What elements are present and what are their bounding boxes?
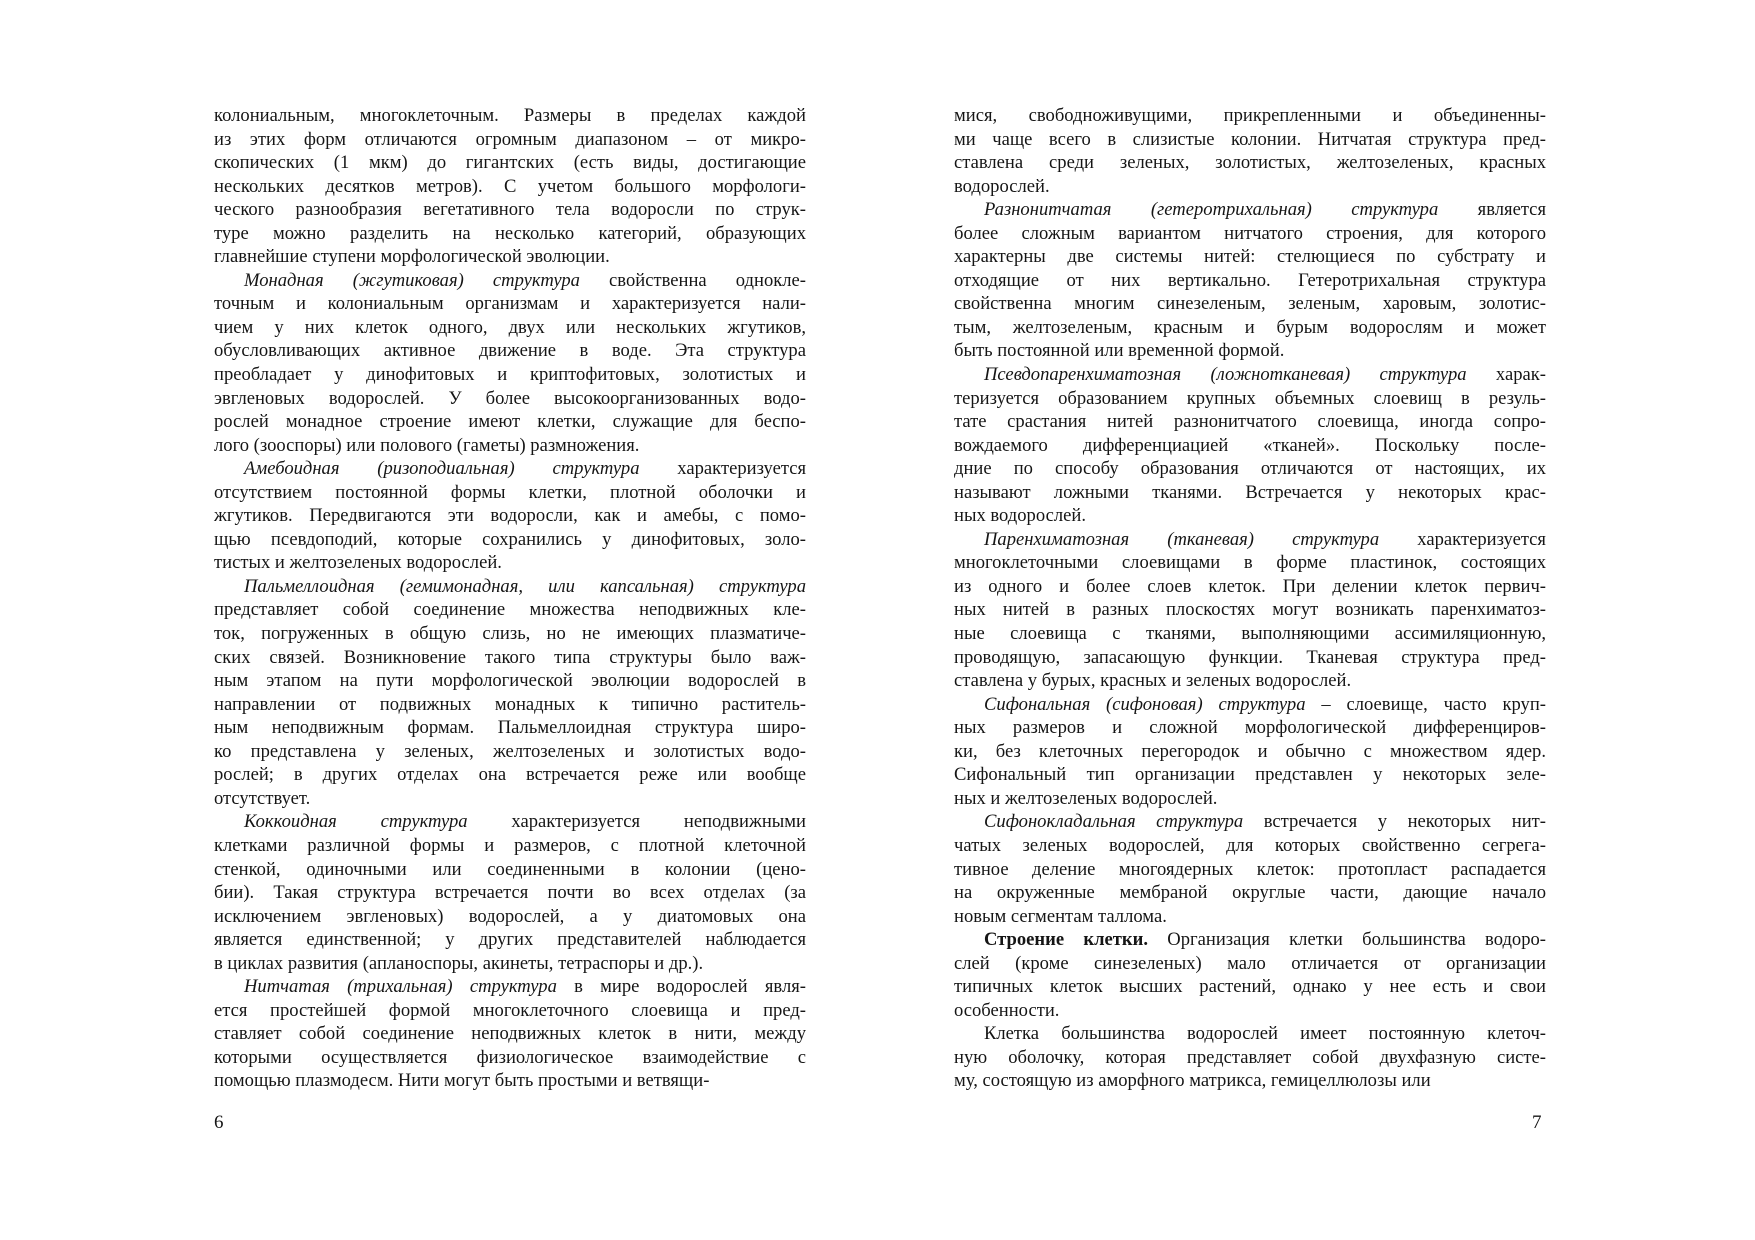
text-line bbox=[954, 975, 1546, 999]
line-text: вождаемого дифференциацией «тканей». Поскольку после- bbox=[954, 434, 1546, 456]
text-line bbox=[954, 269, 1546, 293]
line-text: отходящие от них вертикально. Гетеротрихальная структура bbox=[954, 269, 1546, 291]
line-text: слей (кроме синезеленых) мало отличается от организации bbox=[954, 952, 1546, 974]
text-line bbox=[954, 622, 1546, 646]
structure-term: Нитчатая (трихальная) структура bbox=[244, 976, 557, 998]
structure-term: Пальмеллоидная (гемимонадная, или капсальная) структура bbox=[244, 575, 806, 597]
structure-term: Сифонокладальная структура bbox=[984, 811, 1244, 833]
paragraph bbox=[954, 528, 1546, 693]
text-line bbox=[214, 669, 806, 693]
line-text: ных водорослей. bbox=[954, 505, 1086, 527]
text-line bbox=[214, 457, 806, 481]
text-line bbox=[214, 151, 806, 175]
text-line bbox=[954, 763, 1546, 787]
text-line bbox=[214, 622, 806, 646]
text-line bbox=[954, 999, 1546, 1023]
line-text: ные слоевища с тканями, выполняющими ассимиляционную, bbox=[954, 623, 1546, 645]
line-text: скопических (1 мкм) до гигантских (есть виды, достигающие bbox=[214, 152, 806, 174]
text-line bbox=[954, 222, 1546, 246]
line-text: Клетка большинства водорослей имеет постоянную клеточ- bbox=[984, 1023, 1546, 1045]
text-line bbox=[954, 504, 1546, 528]
line-text: называют ложными тканями. Встречается у некоторых крас- bbox=[954, 481, 1546, 503]
text-line bbox=[954, 292, 1546, 316]
line-text: преобладает у динофитовых и криптофитовых, золотистых и bbox=[214, 364, 806, 386]
text-line bbox=[954, 551, 1546, 575]
structure-term: Паренхиматозная (тканевая) структура bbox=[984, 528, 1380, 550]
line-text: ки, без клеточных перегородок и обычно с множеством ядер. bbox=[954, 740, 1546, 762]
text-line bbox=[214, 1069, 806, 1093]
text-line bbox=[214, 646, 806, 670]
line-text: дние по способу образования отличаются от настоящих, их bbox=[954, 458, 1546, 480]
line-text: тым, желтозеленым, красным и бурым водорослям и может bbox=[954, 316, 1546, 338]
text-line bbox=[214, 834, 806, 858]
text-line bbox=[214, 198, 806, 222]
line-text: ных размеров и сложной морфологической дифференциров- bbox=[954, 717, 1546, 739]
line-text: рослей монадное строение имеют клетки, служащие для беспо- bbox=[214, 411, 806, 433]
text-line bbox=[214, 881, 806, 905]
line-text: ставлена среди зеленых, золотистых, желтозеленых, красных bbox=[954, 152, 1546, 174]
line-text: особенности. bbox=[954, 999, 1060, 1021]
paragraph bbox=[954, 363, 1546, 528]
line-text: ным этапом на пути морфологической эволюции водорослей в bbox=[214, 670, 806, 692]
text-line bbox=[214, 410, 806, 434]
text-line bbox=[214, 575, 806, 599]
line-text: типичных клеток высших растений, однако у нее есть и свои bbox=[954, 976, 1546, 998]
line-text: харак- bbox=[1466, 364, 1547, 386]
text-line bbox=[954, 834, 1546, 858]
paragraph bbox=[214, 975, 806, 1093]
line-text: быть постоянной или временной формой. bbox=[954, 340, 1285, 362]
structure-term: Амебоидная (ризоподиальная) структура bbox=[244, 458, 640, 480]
text-line bbox=[954, 928, 1546, 952]
line-text: жгутиков. Передвигаются эти водоросли, как и амебы, с помо- bbox=[214, 505, 806, 527]
text-line bbox=[214, 551, 806, 575]
line-text: является bbox=[1438, 199, 1546, 221]
line-text: исключением эвгленовых) водорослей, а у диатомовых она bbox=[214, 905, 806, 927]
paragraph bbox=[954, 104, 1546, 198]
page-number-right: 7 bbox=[1532, 1112, 1542, 1133]
line-text: ную оболочку, которая представляет собой двухфазную систе- bbox=[954, 1046, 1546, 1068]
text-line bbox=[214, 316, 806, 340]
line-text: колониальным, многоклеточным. Размеры в пределах каждой bbox=[214, 105, 806, 126]
text-line bbox=[954, 387, 1546, 411]
line-text: в мире водорослей явля- bbox=[556, 976, 806, 998]
line-text: рослей; в других отделах она встречается реже или вообще bbox=[214, 764, 806, 786]
text-line bbox=[954, 434, 1546, 458]
text-line bbox=[954, 198, 1546, 222]
line-text: отсутствием постоянной формы клетки, плотной оболочки и bbox=[214, 481, 806, 503]
text-line bbox=[214, 810, 806, 834]
section-heading: Строение клетки. bbox=[984, 929, 1149, 951]
line-text: характеризуется bbox=[1379, 528, 1546, 550]
text-line bbox=[954, 128, 1546, 152]
text-line bbox=[214, 481, 806, 505]
text-line bbox=[214, 952, 806, 976]
paragraph bbox=[214, 810, 806, 975]
text-line bbox=[214, 292, 806, 316]
text-line bbox=[214, 387, 806, 411]
paragraph bbox=[214, 457, 806, 575]
text-line bbox=[954, 669, 1546, 693]
text-line bbox=[214, 905, 806, 929]
line-text: туре можно разделить на несколько категорий, образующих bbox=[214, 222, 806, 244]
line-text: ется простейшей формой многоклеточного слоевища и пред- bbox=[214, 999, 806, 1021]
text-line bbox=[214, 999, 806, 1023]
line-text: из этих форм отличаются огромным диапазоном – от микро- bbox=[214, 128, 806, 150]
line-text: ных и желтозеленых водорослей. bbox=[954, 787, 1218, 809]
text-line bbox=[954, 1022, 1546, 1046]
line-text: свойственна многим синезеленым, зеленым, харовым, золотис- bbox=[954, 293, 1546, 315]
line-text: ным неподвижным формам. Пальмеллоидная структура широ- bbox=[214, 717, 806, 739]
text-line bbox=[954, 104, 1546, 128]
paragraph bbox=[214, 104, 806, 269]
line-text: характерны две системы нитей: стелющиеся по субстрату и bbox=[954, 246, 1546, 268]
line-text: Сифональный тип организации представлен у некоторых зеле- bbox=[954, 764, 1546, 786]
text-line bbox=[954, 410, 1546, 434]
line-text: – слоевище, часто круп- bbox=[1305, 693, 1546, 715]
text-line bbox=[954, 810, 1546, 834]
line-text: является единственной; у других представителей наблюдается bbox=[214, 929, 806, 951]
text-line bbox=[214, 175, 806, 199]
paragraph bbox=[954, 198, 1546, 363]
text-line bbox=[954, 339, 1546, 363]
paragraph bbox=[214, 575, 806, 810]
text-line bbox=[954, 528, 1546, 552]
text-line bbox=[214, 858, 806, 882]
text-line bbox=[214, 245, 806, 269]
line-text: в циклах развития (апланоспоры, акинеты, тетраспоры и др.). bbox=[214, 952, 704, 974]
text-line bbox=[954, 598, 1546, 622]
line-text: ных нитей в разных плоскостях могут возникать паренхиматоз- bbox=[954, 599, 1546, 621]
line-text: стенкой, одиночными или соединенными в колонии (цено- bbox=[214, 858, 806, 880]
line-text: тистых и желтозеленых водорослей. bbox=[214, 552, 502, 574]
line-text: ставлена у бурых, красных и зеленых водорослей. bbox=[954, 670, 1352, 692]
paragraph bbox=[954, 693, 1546, 811]
paragraph bbox=[954, 928, 1546, 1022]
text-line bbox=[214, 787, 806, 811]
structure-term: Монадная (жгутиковая) структура bbox=[244, 269, 580, 291]
line-text: свойственна однокле- bbox=[579, 269, 806, 291]
text-line bbox=[954, 481, 1546, 505]
line-text: более сложным вариантом нитчатого строения, для которого bbox=[954, 222, 1546, 244]
line-text: Организация клетки большинства водоро- bbox=[1148, 929, 1547, 951]
line-text: теризуется образованием крупных объемных слоевищ в резуль- bbox=[954, 387, 1546, 409]
line-text: многоклеточными слоевищами в форме пластинок, состоящих bbox=[954, 552, 1546, 574]
text-line bbox=[954, 881, 1546, 905]
line-text: которыми осуществляется физиологическое взаимодействие с bbox=[214, 1046, 806, 1068]
line-text: мися, свободноживущими, прикрепленными и объединенны- bbox=[954, 105, 1546, 126]
text-line bbox=[954, 151, 1546, 175]
structure-term: Сифональная (сифоновая) структура bbox=[984, 693, 1306, 715]
text-line bbox=[214, 104, 806, 128]
line-text: помощью плазмодесм. Нити могут быть простыми и ветвящи- bbox=[214, 1070, 710, 1092]
line-text: характеризуется неподвижными bbox=[467, 811, 806, 833]
line-text: ми чаще всего в слизистые колонии. Нитчатая структура пред- bbox=[954, 128, 1546, 150]
line-text: представляет собой соединение множества неподвижных кле- bbox=[214, 599, 806, 621]
text-line bbox=[214, 763, 806, 787]
text-line bbox=[214, 528, 806, 552]
line-text: ток, погруженных в общую слизь, но не имеющих плазматиче- bbox=[214, 623, 806, 645]
text-line bbox=[954, 316, 1546, 340]
text-line bbox=[214, 928, 806, 952]
line-text: точным и колониальным организмам и характеризуется нали- bbox=[214, 293, 806, 315]
paragraph bbox=[954, 1022, 1546, 1093]
line-text: нескольких десятков метров). С учетом большого морфологи- bbox=[214, 175, 806, 197]
text-line bbox=[214, 740, 806, 764]
line-text: направлении от подвижных монадных к типично раститель- bbox=[214, 693, 806, 715]
structure-term: Псевдопаренхиматозная (ложнотканевая) структура bbox=[984, 364, 1467, 386]
text-line bbox=[214, 716, 806, 740]
text-line bbox=[954, 1069, 1546, 1093]
line-text: проводящую, запасающую функции. Тканевая структура пред- bbox=[954, 646, 1546, 668]
line-text: му, состоящую из аморфного матрикса, гемицеллюлозы или bbox=[954, 1070, 1431, 1092]
page-number-left: 6 bbox=[214, 1112, 224, 1133]
line-text: из одного и более слоев клеток. При делении клеток первич- bbox=[954, 575, 1546, 597]
text-line bbox=[954, 245, 1546, 269]
line-text: на окруженные мембраной округлые части, дающие начало bbox=[954, 882, 1546, 904]
text-line bbox=[954, 1046, 1546, 1070]
line-text: новым сегментам таллома. bbox=[954, 905, 1167, 927]
line-text: тивное деление многоядерных клеток: протопласт распадается bbox=[954, 858, 1546, 880]
line-text: чием у них клеток одного, двух или нескольких жгутиков, bbox=[214, 316, 806, 338]
text-line bbox=[954, 952, 1546, 976]
text-line bbox=[954, 740, 1546, 764]
text-line bbox=[954, 787, 1546, 811]
line-text: обусловливающих активное движение в воде. Эта структура bbox=[214, 340, 806, 362]
left-page bbox=[214, 104, 806, 1093]
text-line bbox=[214, 363, 806, 387]
text-line bbox=[214, 339, 806, 363]
text-line bbox=[954, 175, 1546, 199]
text-line bbox=[214, 598, 806, 622]
text-line bbox=[214, 504, 806, 528]
line-text: отсутствует. bbox=[214, 787, 311, 809]
text-line bbox=[214, 269, 806, 293]
text-line bbox=[214, 975, 806, 999]
text-line bbox=[954, 693, 1546, 717]
text-line bbox=[954, 646, 1546, 670]
line-text: эвгленовых водорослей. У более высокоорганизованных водо- bbox=[214, 387, 806, 409]
line-text: главнейшие ступени морфологической эволюции. bbox=[214, 246, 610, 268]
text-line bbox=[214, 1046, 806, 1070]
line-text: бии). Такая структура встречается почти во всех отделах (за bbox=[214, 882, 806, 904]
text-line bbox=[214, 222, 806, 246]
text-line bbox=[954, 363, 1546, 387]
paragraph bbox=[954, 810, 1546, 928]
line-text: щью псевдоподий, которые сохранились у динофитовых, золо- bbox=[214, 528, 806, 550]
line-text: водорослей. bbox=[954, 175, 1050, 197]
line-text: ческого разнообразия вегетативного тела водоросли по струк- bbox=[214, 199, 806, 221]
text-line bbox=[214, 1022, 806, 1046]
line-text: клетками различной формы и размеров, с плотной клеточной bbox=[214, 834, 806, 856]
line-text: встречается у некоторых нит- bbox=[1243, 811, 1546, 833]
line-text: тате срастания нитей разнонитчатого слоевища, иногда сопро- bbox=[954, 411, 1546, 433]
text-line bbox=[954, 858, 1546, 882]
right-page bbox=[954, 104, 1546, 1093]
line-text: лого (зооспоры) или полового (гаметы) размножения. bbox=[214, 434, 640, 456]
text-line bbox=[954, 905, 1546, 929]
line-text: чатых зеленых водорослей, для которых свойственно сегрега- bbox=[954, 834, 1546, 856]
text-line bbox=[214, 128, 806, 152]
line-text: характеризуется bbox=[639, 458, 806, 480]
text-line bbox=[954, 716, 1546, 740]
line-text: ставляет собой соединение неподвижных клеток в нити, между bbox=[214, 1023, 806, 1045]
paragraph bbox=[214, 269, 806, 457]
text-line bbox=[954, 575, 1546, 599]
text-line bbox=[214, 434, 806, 458]
text-line bbox=[214, 693, 806, 717]
line-text: ских связей. Возникновение такого типа структуры было важ- bbox=[214, 646, 806, 668]
structure-term: Коккоидная структура bbox=[244, 811, 468, 833]
line-text: ко представлена у зеленых, желтозеленых и золотистых водо- bbox=[214, 740, 806, 762]
text-line bbox=[954, 457, 1546, 481]
structure-term: Разнонитчатая (гетеротрихальная) структура bbox=[984, 199, 1439, 221]
